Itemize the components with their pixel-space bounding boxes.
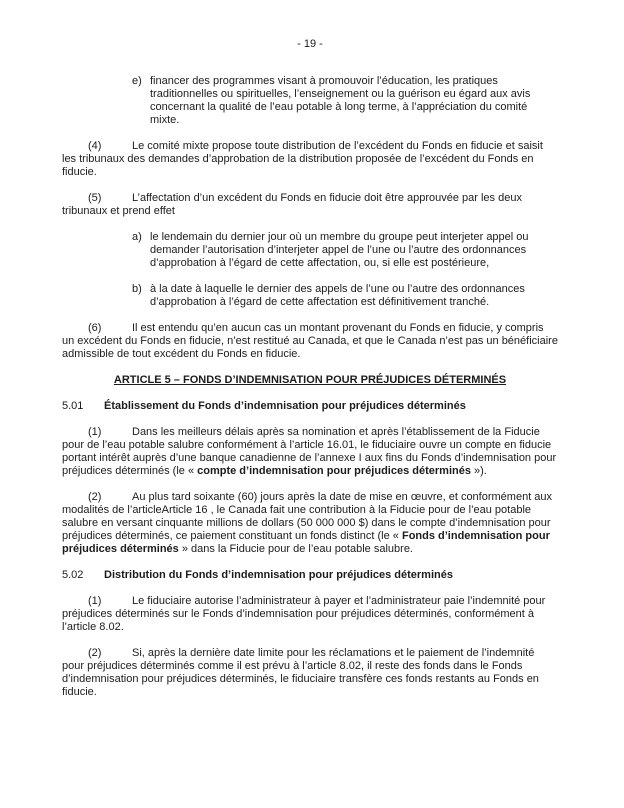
paragraph-text: Le comité mixte propose toute distribution de l’excédent du Fonds en fiducie et saisit les tribunaux des demandes d’approbation de la distribution proposée de l’excédent du Fonds en fiducie.	[62, 140, 543, 178]
paragraph-number: (5)	[88, 192, 102, 204]
paragraph-text: L’affectation d’un excédent du Fonds en fiducie doit être approuvée par les deux tribunaux et prend effet	[62, 192, 522, 217]
section-number: 5.01	[62, 400, 84, 412]
section-5-02-heading	[62, 569, 558, 582]
list-item-label: b)	[132, 283, 142, 295]
defined-term-fonds-indemnisation: Fonds d’indemnisation pour préjudices déterminés	[62, 530, 550, 555]
paragraph-5-02-2	[62, 647, 558, 699]
paragraph-number: (6)	[88, 322, 102, 334]
paragraph-5-01-2	[62, 491, 558, 556]
paragraph-number: (2)	[88, 647, 102, 659]
defined-term-compte-indemnisation: compte d’indemnisation pour préjudices déterminés	[197, 465, 471, 477]
list-item-a	[132, 231, 558, 270]
list-item-b	[132, 283, 558, 309]
paragraph-number: (1)	[88, 426, 102, 438]
page-number: - 19 -	[297, 38, 323, 50]
paragraph-text: Si, après la dernière date limite pour les réclamations et le paiement de l’indemnité pour préjudices déterminés comme il est prévu à l’article 8.02, il reste des fonds dans le Fonds d’indemnisation pour préjudices déterminés, le fiduciaire transfère ces fonds restants au Fonds en fiducie.	[62, 647, 539, 698]
paragraph-text: Dans les meilleurs délais après sa nomination et après l’établissement de la Fiducie pour de l’eau potable salubre conformément à l’article 16.01, le fiduciaire ouvre un compte en fiducie portant intérêt auprès d’une banque canadienne de l’annexe I aux fins du Fonds d’indemnisation pour préjudices déterminés (le «	[62, 426, 557, 477]
paragraph-text: Au plus tard soixante (60) jours après la date de mise en œuvre, et conformément aux modalités de l’articleArticle 16 , le Canada fait une contribution à la Fiducie pour de l’eau potable salubre en versant cinquante millions de dollars (50 000 000 $) dans le compte d’indemnisation pour préjudices déterminés, ce paiement constituant un fonds distinct (le «	[62, 491, 553, 542]
section-5-01-heading	[62, 400, 558, 413]
section-title: Établissement du Fonds d’indemnisation pour préjudices déterminés	[104, 400, 466, 412]
paragraph-5-01-1	[62, 426, 558, 478]
paragraph-5	[62, 192, 558, 218]
paragraph-text: » dans la Fiducie pour de l’eau potable salubre.	[178, 543, 413, 555]
list-item-e	[132, 75, 558, 127]
list-item-label: a)	[132, 231, 142, 243]
paragraph-text: »).	[470, 465, 487, 477]
list-item-text: financer des programmes visant à promouvoir l’éducation, les pratiques traditionnelles ou spirituelles, l’enseignement ou la guérison eu égard aux avis concernant la qualité de l’eau potable à long terme, à l’appréciation du comité mixte.	[150, 75, 531, 126]
paragraph-5-02-1	[62, 595, 558, 634]
list-item-label: e)	[132, 75, 142, 87]
paragraph-number: (1)	[88, 595, 102, 607]
paragraph-text: Le fiduciaire autorise l’administrateur à payer et l’administrateur paie l’indemnité pour préjudices déterminés sur le Fonds d’indemnisation pour préjudices déterminés, conformément à l’article 8.02.	[62, 595, 546, 633]
paragraph-6	[62, 322, 558, 361]
section-title: Distribution du Fonds d’indemnisation pour préjudices déterminés	[104, 569, 453, 581]
list-item-text: le lendemain du dernier jour où un membre du groupe peut interjeter appel ou demander l’autorisation d’interjeter appel de l’une ou l’autre des ordonnances d’approbation à l’égard de cette affectation, ou, si elle est postérieure,	[150, 231, 529, 269]
paragraph-number: (2)	[88, 491, 102, 503]
paragraph-number: (4)	[88, 140, 102, 152]
paragraph-text: Il est entendu qu’en aucun cas un montant provenant du Fonds en fiducie, y compris un excédent du Fonds en fiducie, n’est restitué au Canada, et que le Canada n’est pas un bénéficiaire admissible de tout excédent du Fonds en fiducie.	[62, 322, 558, 360]
list-item-text: à la date à laquelle le dernier des appels de l’une ou l’autre des ordonnances d’approbation à l’égard de cette affectation est définitivement tranché.	[150, 283, 525, 308]
article-5-heading: ARTICLE 5 – FONDS D’INDEMNISATION POUR PRÉJUDICES DÉTERMINÉS	[113, 374, 507, 386]
paragraph-4	[62, 140, 558, 179]
section-number: 5.02	[62, 569, 84, 581]
